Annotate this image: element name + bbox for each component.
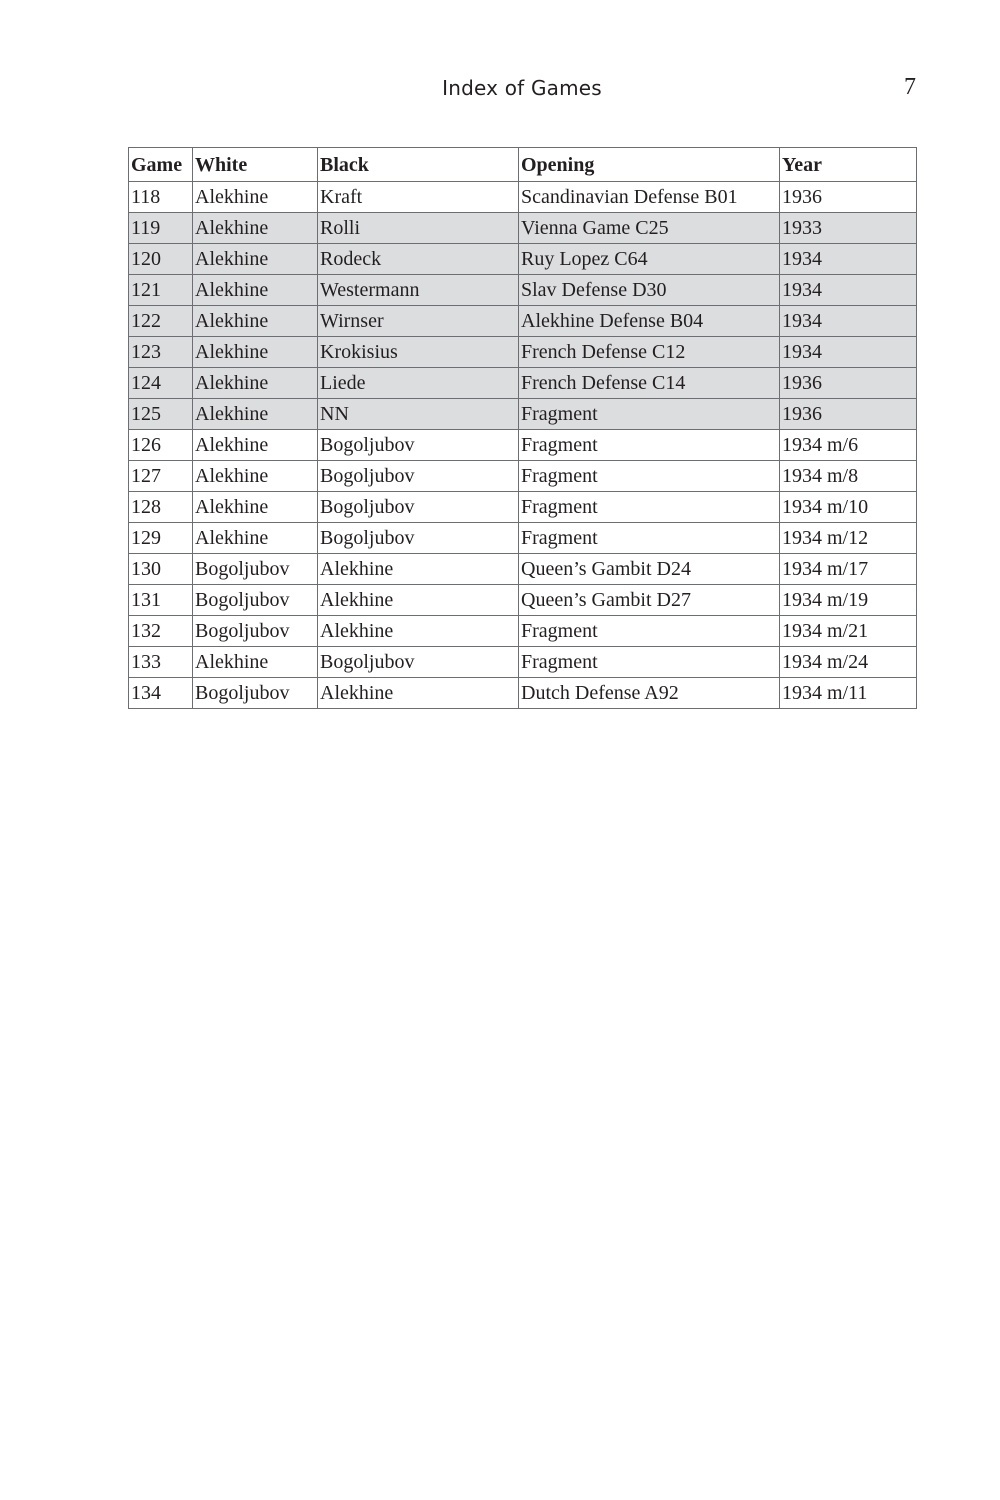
- cell-white: Alekhine: [193, 337, 318, 368]
- cell-year: 1934 m/19: [780, 585, 917, 616]
- cell-game: 130: [129, 554, 193, 585]
- cell-opening: Queen’s Gambit D24: [519, 554, 780, 585]
- cell-black: Westermann: [318, 275, 519, 306]
- cell-year: 1936: [780, 399, 917, 430]
- cell-white: Alekhine: [193, 523, 318, 554]
- cell-white: Alekhine: [193, 461, 318, 492]
- cell-year: 1934 m/11: [780, 678, 917, 709]
- cell-opening: Alekhine Defense B04: [519, 306, 780, 337]
- page-number: 7: [904, 74, 916, 100]
- cell-black: NN: [318, 399, 519, 430]
- cell-opening: Queen’s Gambit D27: [519, 585, 780, 616]
- cell-game: 122: [129, 306, 193, 337]
- table-row: [129, 492, 917, 523]
- cell-black: Bogoljubov: [318, 523, 519, 554]
- cell-opening: Fragment: [519, 492, 780, 523]
- cell-opening: Scandinavian Defense B01: [519, 182, 780, 213]
- cell-year: 1934 m/8: [780, 461, 917, 492]
- table-row: [129, 368, 917, 399]
- cell-game: 134: [129, 678, 193, 709]
- table-row: [129, 461, 917, 492]
- table-row: [129, 244, 917, 275]
- cell-black: Bogoljubov: [318, 647, 519, 678]
- table-row: [129, 337, 917, 368]
- cell-game: 127: [129, 461, 193, 492]
- cell-game: 119: [129, 213, 193, 244]
- table-row: [129, 616, 917, 647]
- cell-year: 1934 m/17: [780, 554, 917, 585]
- cell-game: 131: [129, 585, 193, 616]
- cell-year: 1934: [780, 306, 917, 337]
- cell-year: 1934: [780, 275, 917, 306]
- cell-game: 125: [129, 399, 193, 430]
- cell-white: Bogoljubov: [193, 585, 318, 616]
- cell-opening: Fragment: [519, 523, 780, 554]
- cell-black: Krokisius: [318, 337, 519, 368]
- cell-opening: Fragment: [519, 647, 780, 678]
- cell-year: 1934 m/24: [780, 647, 917, 678]
- table-row: [129, 585, 917, 616]
- cell-opening: Slav Defense D30: [519, 275, 780, 306]
- column-header-game: Game: [129, 148, 193, 182]
- running-title: Index of Games: [442, 76, 602, 100]
- cell-game: 132: [129, 616, 193, 647]
- cell-opening: Vienna Game C25: [519, 213, 780, 244]
- cell-year: 1936: [780, 182, 917, 213]
- cell-game: 123: [129, 337, 193, 368]
- cell-year: 1934 m/10: [780, 492, 917, 523]
- cell-black: Bogoljubov: [318, 461, 519, 492]
- cell-game: 128: [129, 492, 193, 523]
- cell-white: Alekhine: [193, 399, 318, 430]
- cell-black: Alekhine: [318, 616, 519, 647]
- running-head: [0, 74, 1000, 104]
- cell-year: 1934 m/6: [780, 430, 917, 461]
- column-header-black: Black: [318, 148, 519, 182]
- cell-black: Alekhine: [318, 585, 519, 616]
- cell-black: Alekhine: [318, 554, 519, 585]
- cell-opening: Dutch Defense A92: [519, 678, 780, 709]
- cell-game: 129: [129, 523, 193, 554]
- cell-white: Alekhine: [193, 275, 318, 306]
- cell-black: Bogoljubov: [318, 492, 519, 523]
- cell-year: 1933: [780, 213, 917, 244]
- column-header-year: Year: [780, 148, 917, 182]
- cell-white: Alekhine: [193, 244, 318, 275]
- cell-year: 1934: [780, 337, 917, 368]
- cell-game: 118: [129, 182, 193, 213]
- table-row: [129, 647, 917, 678]
- cell-year: 1934 m/21: [780, 616, 917, 647]
- table-row: [129, 554, 917, 585]
- cell-opening: Fragment: [519, 616, 780, 647]
- table-row: [129, 430, 917, 461]
- table-row: [129, 523, 917, 554]
- cell-white: Alekhine: [193, 306, 318, 337]
- table-row: [129, 678, 917, 709]
- cell-white: Alekhine: [193, 368, 318, 399]
- cell-black: Alekhine: [318, 678, 519, 709]
- table-row: [129, 306, 917, 337]
- table-header-row: [129, 148, 917, 182]
- cell-opening: Fragment: [519, 399, 780, 430]
- cell-opening: Fragment: [519, 461, 780, 492]
- cell-game: 120: [129, 244, 193, 275]
- cell-opening: French Defense C12: [519, 337, 780, 368]
- table-row: [129, 275, 917, 306]
- cell-white: Bogoljubov: [193, 554, 318, 585]
- cell-year: 1934 m/12: [780, 523, 917, 554]
- cell-black: Kraft: [318, 182, 519, 213]
- cell-game: 121: [129, 275, 193, 306]
- cell-game: 133: [129, 647, 193, 678]
- cell-opening: Ruy Lopez C64: [519, 244, 780, 275]
- cell-white: Alekhine: [193, 492, 318, 523]
- cell-opening: Fragment: [519, 430, 780, 461]
- cell-black: Rodeck: [318, 244, 519, 275]
- table-row: [129, 182, 917, 213]
- cell-year: 1936: [780, 368, 917, 399]
- table-row: [129, 213, 917, 244]
- cell-white: Bogoljubov: [193, 678, 318, 709]
- cell-black: Wirnser: [318, 306, 519, 337]
- table-body: [129, 182, 917, 709]
- cell-opening: French Defense C14: [519, 368, 780, 399]
- cell-year: 1934: [780, 244, 917, 275]
- cell-black: Rolli: [318, 213, 519, 244]
- cell-white: Alekhine: [193, 213, 318, 244]
- cell-white: Bogoljubov: [193, 616, 318, 647]
- cell-white: Alekhine: [193, 647, 318, 678]
- cell-black: Bogoljubov: [318, 430, 519, 461]
- cell-game: 126: [129, 430, 193, 461]
- games-index-table: [128, 147, 917, 709]
- table-row: [129, 399, 917, 430]
- column-header-white: White: [193, 148, 318, 182]
- cell-white: Alekhine: [193, 430, 318, 461]
- cell-black: Liede: [318, 368, 519, 399]
- cell-game: 124: [129, 368, 193, 399]
- column-header-opening: Opening: [519, 148, 780, 182]
- cell-white: Alekhine: [193, 182, 318, 213]
